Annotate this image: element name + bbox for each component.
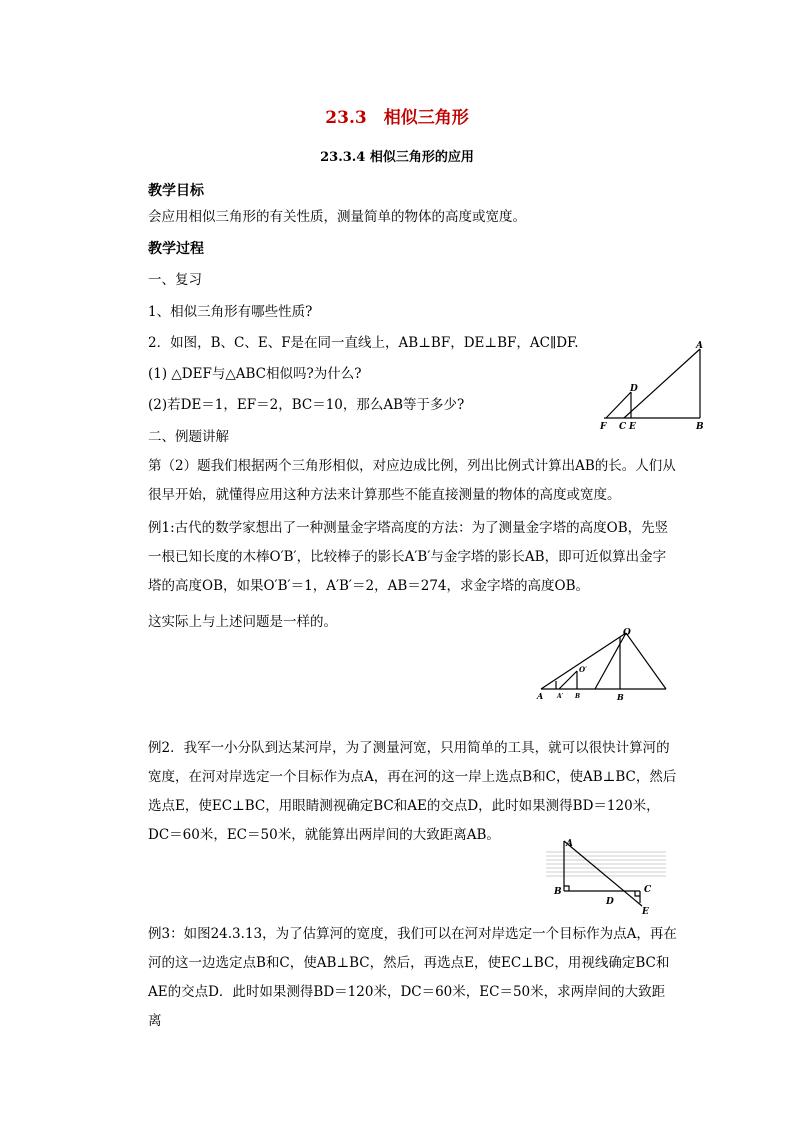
fig3-label-c: C xyxy=(644,885,652,895)
fig1-label-c: C xyxy=(619,422,627,432)
fig3-label-e: E xyxy=(642,907,649,917)
right-angle-b xyxy=(564,886,569,891)
review-question-2-part-2: (2)若DE＝1，EF＝2，BC＝10，那么AB等于多少? xyxy=(148,397,465,413)
fig1-label-b: B xyxy=(696,422,704,432)
heading-examples: 二、例题讲解 xyxy=(148,429,229,445)
figure-pyramid xyxy=(533,626,669,702)
review-question-2-part-1: (1) △DEF与△ABC相似吗?为什么? xyxy=(148,366,362,382)
example-3: 例3：如图24.3.13，为了估算河的宽度，我们可以在河对岸选定一个目标作为点A，再在河的这一边选定点B和C，使AB⊥BC，然后，再选点E，使EC⊥BC，用视线确定BC和AE的交点D．此时如果测得BD＝120米，DC＝60米，EC＝50米，求两岸间的大致距离 xyxy=(148,926,677,1029)
fig3-label-a: A xyxy=(566,839,573,849)
figure-1-lines xyxy=(604,349,700,418)
line-a-o xyxy=(541,633,626,689)
fig1-label-a: A xyxy=(696,341,703,351)
fig2-label-b-prime: B xyxy=(575,693,581,700)
review-question-2: 2．如图，B、C、E、F是在同一直线上，AB⊥BF，DE⊥BF，AC∥DF. xyxy=(148,335,579,351)
line-pyramid-right xyxy=(626,633,666,689)
line-ae xyxy=(564,841,642,906)
page-subtitle: 23.3.4 相似三角形的应用 xyxy=(320,150,474,165)
fig3-label-b: B xyxy=(554,887,562,897)
fig2-label-a: A xyxy=(537,691,544,701)
figure-similar-triangles xyxy=(596,338,710,432)
right-angle-c xyxy=(635,891,640,896)
line-pyramid-left xyxy=(595,633,626,689)
heading-goal: 教学目标 xyxy=(148,183,204,199)
fig2-label-b: B xyxy=(617,692,624,702)
page-title: 23.3 相似三角形 xyxy=(325,108,469,128)
example-1-note: 这实际上与上述问题是一样的。 xyxy=(148,614,337,630)
figure-river xyxy=(540,836,668,918)
fig2-label-o-prime: O′ xyxy=(579,665,587,674)
fig1-label-f: F xyxy=(600,422,607,432)
review-question-1: 1、相似三角形有哪些性质? xyxy=(148,304,313,320)
fig2-label-o: O xyxy=(623,628,631,638)
figure-3-lines xyxy=(564,841,642,906)
intro-paragraph: 第（2）题我们根据两个三角形相似，对应边成比例，列出比例式计算出AB的长。人们从很早开始，就懂得应用这种方法来计算那些不能直接测量的物体的高度或宽度。 xyxy=(148,458,676,503)
fig3-label-d: D xyxy=(606,897,614,907)
example-2: 例2．我军一小分队到达某河岸，为了测量河宽，只用简单的工具，就可以很快计算河的宽度，在河对岸选定一个目标作为点A，再在河的这一岸上选点B和C，使AB⊥BC，然后选点E，使EC⊥BC，用眼睛测视确定BC和AE的交点D，此时如果测得BD＝120米，DC＝60米，EC＝50米，就能算出两岸间的大致距离AB。 xyxy=(148,740,677,843)
line-shadow xyxy=(559,671,577,689)
heading-review: 一、复习 xyxy=(148,272,202,288)
example-1: 例1:古代的数学家想出了一种测量金字塔高度的方法：为了测量金字塔的高度OB，先竖一根已知长度的木棒O′B′，比较棒子的影长A′B′与金字塔的影长AB，即可近似算出金字塔的高度OB，如果O′B′＝1，A′B′＝2，AB＝274，求金字塔的高度OB。 xyxy=(148,520,669,594)
fig2-label-a-prime: A′ xyxy=(557,693,564,700)
fig1-label-d: D xyxy=(630,384,638,394)
fig1-label-e: E xyxy=(629,422,636,432)
line-df xyxy=(606,392,631,418)
heading-process: 教学过程 xyxy=(148,241,204,257)
goal-text: 会应用相似三角形的有关性质，测量简单的物体的高度或宽度。 xyxy=(148,209,526,225)
figure-2-lines xyxy=(541,633,666,689)
